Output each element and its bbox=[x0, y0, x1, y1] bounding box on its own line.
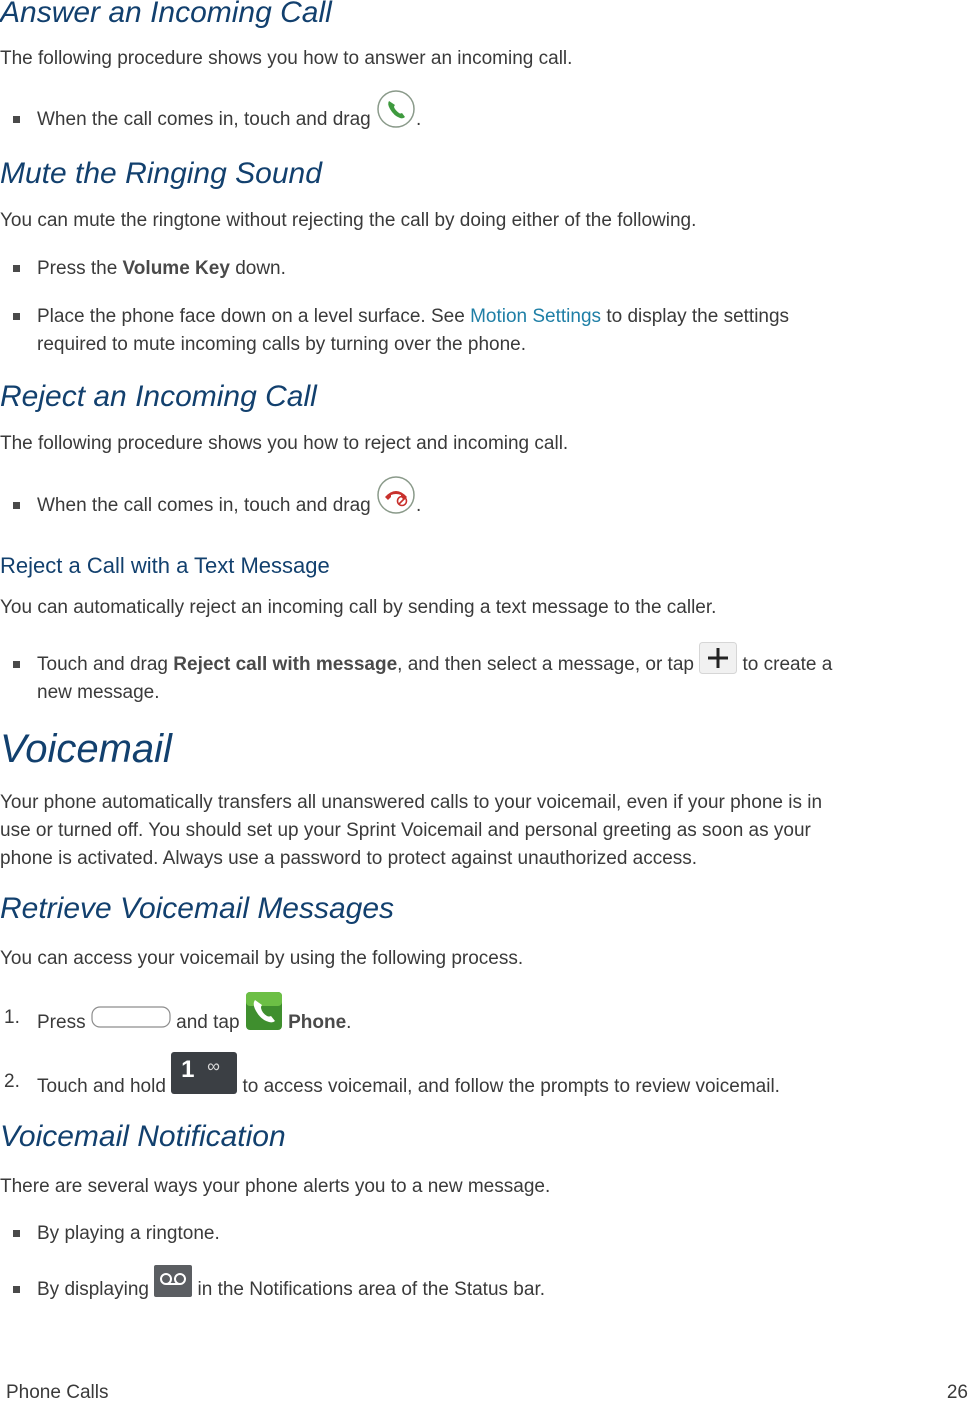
voicemail-status-icon bbox=[154, 1265, 192, 1297]
notification-intro: There are several ways your phone alerts you to a new message. bbox=[0, 1176, 551, 1197]
heading-reject-call: Reject an Incoming Call bbox=[0, 380, 317, 413]
bullet-icon bbox=[13, 1230, 20, 1237]
answer-intro: The following procedure shows you how to answer an incoming call. bbox=[0, 48, 573, 69]
heading-voicemail: Voicemail bbox=[0, 727, 172, 771]
mute-intro: You can mute the ringtone without rejecting the call by doing either of the following. bbox=[0, 210, 697, 231]
step-number: 1. bbox=[4, 1007, 20, 1028]
retrieve-intro: You can access your voicemail by using the following process. bbox=[0, 948, 524, 969]
manual-page: Answer an Incoming Call The following procedure shows you how to answer an incoming call. When the call comes in, touch and drag . Mute the Ringing Sound You can mute the ringtone without rejecting the call by doing either of the following. Press the Volume Key down. Place the phone face down on a level surface. See Motion Settings to display the settings required to mute incoming calls by turning over the phone. Reject an Incoming Call The following procedure shows you how to reject and incoming call. When the call comes in, touch and drag . Reject a Call with a Text Message You can automatically reject an incoming call by sending a text message to the caller. Touch and drag Reject call with message, and then select a message, or tap to create a new message. Voicemail Your phone automatically transfers all unanswered calls to your voicemail, even if your phone is in use or turned off. You should set up your Sprint Voicemail and personal greeting as soon as your phone is activated. Always use a password to protect against unauthorized access. Retrieve Voicemail Messages You can access your voicemail by using the following process. 1. Press and tap Phone. 2. Touch and hold 1 ∞ to access voicemail, and follow the prompts to review voicemail. Voicemail Notification There are several ways your phone alerts you to a new message. By playing a ringtone. By displaying in the Notifications area of the Status bar. Phone Calls 26 bbox=[0, 0, 974, 1403]
reject-intro: The following procedure shows you how to reject and incoming call. bbox=[0, 433, 569, 454]
voicemail-paragraph-line-3: phone is activated. Always use a password to protect against unauthorized access. bbox=[0, 848, 698, 869]
heading-mute-ringing: Mute the Ringing Sound bbox=[0, 157, 322, 190]
heading-voicemail-notification: Voicemail Notification bbox=[0, 1120, 286, 1153]
footer-page-number: 26 bbox=[946, 1382, 968, 1403]
heading-reject-text-message: Reject a Call with a Text Message bbox=[0, 553, 330, 578]
voicemail-paragraph-line-2: use or turned off. You should set up your Sprint Voicemail and personal greeting as soon as your bbox=[0, 820, 811, 841]
phone-app-icon bbox=[245, 991, 283, 1031]
bullet-icon bbox=[13, 502, 20, 509]
home-key-icon bbox=[91, 1006, 171, 1028]
heading-retrieve-voicemail: Retrieve Voicemail Messages bbox=[0, 892, 395, 925]
bullet-icon bbox=[13, 1286, 20, 1293]
phone-reject-icon bbox=[376, 475, 416, 515]
phone-answer-icon bbox=[376, 89, 416, 129]
heading-answer-call: Answer an Incoming Call bbox=[0, 0, 332, 29]
voicemail-paragraph-line-1: Your phone automatically transfers all unanswered calls to your voicemail, even if your phone is in bbox=[0, 792, 823, 813]
footer-section-title: Phone Calls bbox=[6, 1382, 109, 1403]
plus-icon bbox=[699, 642, 737, 674]
bullet-icon bbox=[13, 116, 20, 123]
motion-settings-link[interactable]: Motion Settings bbox=[470, 306, 602, 327]
bullet-icon bbox=[13, 265, 20, 272]
list-item-continuation: new message. bbox=[37, 682, 160, 703]
reject-text-intro: You can automatically reject an incoming call by sending a text message to the caller. bbox=[0, 597, 717, 618]
list-item-continuation: required to mute incoming calls by turning over the phone. bbox=[37, 334, 526, 355]
bullet-icon bbox=[13, 313, 20, 320]
step-number: 2. bbox=[4, 1071, 20, 1092]
voicemail-key-icon: 1 ∞ bbox=[171, 1052, 237, 1094]
bullet-icon bbox=[13, 661, 20, 668]
